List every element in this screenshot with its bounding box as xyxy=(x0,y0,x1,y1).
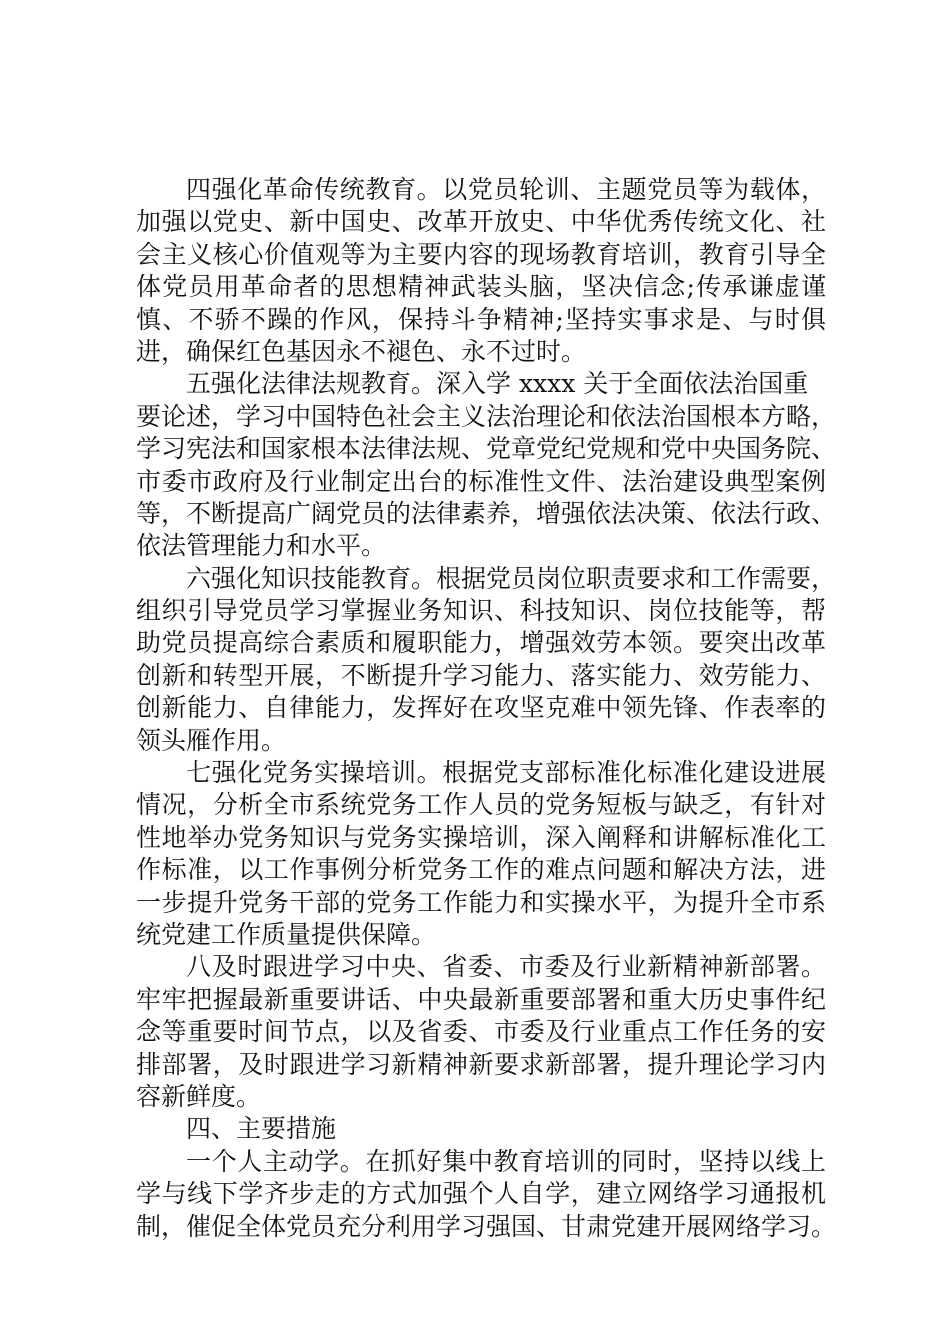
text-line: 五强化法律法规教育。深入学 xxxx 关于全面依法治国重 xyxy=(186,369,809,399)
paragraph-follow-up-learning xyxy=(136,951,826,1113)
text-line: 等，不断提高广阔党员的法律素养，增强依法决策、依法行政、 xyxy=(136,498,837,528)
paragraph-knowledge-skills xyxy=(136,563,837,757)
text-line: 四强化革命传统教育。以党员轮训、主题党员等为载体， xyxy=(186,175,826,204)
text-line: 容新鲜度。 xyxy=(136,1081,262,1111)
text-line: 情况，分析全市系统党务工作人员的党务短板与缺乏，有针对 xyxy=(136,790,826,820)
text-line: 排部署，及时跟进学习新精神新要求新部署，提升理论学习内 xyxy=(136,1049,826,1079)
text-line: 组织引导党员学习掌握业务知识、科技知识、岗位技能等，帮 xyxy=(136,596,826,626)
paragraph-individual-learning xyxy=(136,1146,837,1243)
text-line: 加强以党史、新中国史、改革开放史、中华优秀传统文化、社 xyxy=(136,207,826,237)
text-line: 七强化党务实操培训。根据党支部标准化标准化建设进展 xyxy=(186,758,826,788)
text-line: 八及时跟进学习中央、省委、市委及行业新精神新部署。 xyxy=(186,952,826,982)
text-line: 要论述，学习中国特色社会主义法治理论和依法治国根本方略， xyxy=(136,401,837,431)
document-body xyxy=(136,174,837,1243)
section-heading-main-measures xyxy=(136,1113,826,1145)
text-line: 统党建工作质量提供保障。 xyxy=(136,919,437,949)
text-line: 慎、不骄不躁的作风，保持斗争精神;坚持实事求是、与时俱 xyxy=(136,304,826,334)
text-line: 体党员用革命者的思想精神武装头脑，坚决信念;传承谦虚谨 xyxy=(136,272,826,302)
text-line: 创新能力、自律能力，发挥好在攻坚克难中领先锋、作表率的 xyxy=(136,693,826,723)
text-line: 念等重要时间节点，以及省委、市委及行业重点工作任务的安 xyxy=(136,1017,826,1047)
text-line: 创新和转型开展，不断提升学习能力、落实能力、效劳能力、 xyxy=(136,660,826,690)
paragraph-revolutionary-tradition xyxy=(136,174,826,368)
paragraph-party-affairs-training xyxy=(136,757,826,951)
text-line: 一步提升党务干部的党务工作能力和实操水平，为提升全市系 xyxy=(136,887,826,917)
section-heading: 四、主要措施 xyxy=(186,1114,337,1144)
text-line: 学习宪法和国家根本法律法规、党章党纪党规和党中央国务院、 xyxy=(136,434,837,464)
text-line: 性地举办党务知识与党务实操培训，深入阐释和讲解标准化工 xyxy=(136,822,826,852)
text-line: 一个人主动学。在抓好集中教育培训的同时，坚持以线上 xyxy=(186,1146,826,1176)
text-line: 领头雁作用。 xyxy=(136,725,287,755)
text-line: 牢牢把握最新重要讲话、中央最新重要部署和重大历史事件纪 xyxy=(136,984,826,1014)
text-line: 助党员提高综合素质和履职能力，增强效劳本领。要突出改革 xyxy=(136,628,826,658)
text-line: 会主义核心价值观等为主要内容的现场教育培训，教育引导全 xyxy=(136,239,826,269)
text-line: 学与线下学齐步走的方式加强个人自学，建立网络学习通报机 xyxy=(136,1179,826,1209)
text-line: 制，催促全体党员充分利用学习强国、甘肃党建开展网络学习。 xyxy=(136,1211,837,1241)
text-line: 市委市政府及行业制定出台的标准性文件、法治建设典型案例 xyxy=(136,466,826,496)
paragraph-legal-education xyxy=(136,368,837,562)
text-line: 依法管理能力和水平。 xyxy=(136,531,387,561)
text-line: 六强化知识技能教育。根据党员岗位职责要求和工作需要， xyxy=(186,563,837,593)
text-line: 作标准，以工作事例分析党务工作的难点问题和解决方法，进 xyxy=(136,855,826,885)
text-line: 进，确保红色基因永不褪色、永不过时。 xyxy=(136,336,587,366)
